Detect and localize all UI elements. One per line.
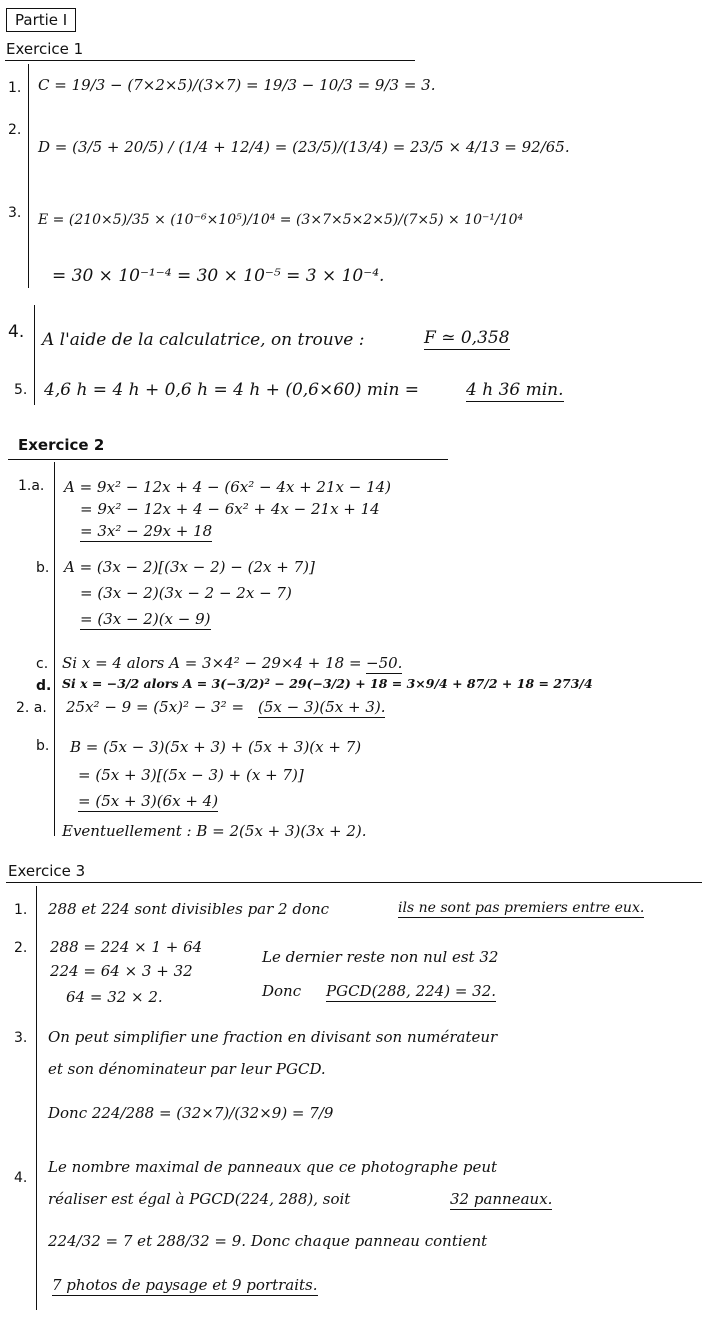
exercise-2-title: Exercice 2 [18,436,105,454]
ex3-q4-line1: Le nombre maximal de panneaux que ce photographe peut [48,1158,498,1176]
exercise-3-title: Exercice 3 [8,862,86,880]
ex2-q2b-line3: = (5x + 3)(6x + 4) [78,792,219,810]
q-number: 3. [14,1030,28,1046]
ex2-q1c-result: −50. [366,654,403,672]
ex3-q4-line4: 7 photos de paysage et 9 portraits. [52,1276,318,1294]
ex2-q2b-line2: = (5x + 3)[(5x − 3) + (x + 7)] [78,766,304,784]
ex3-q2-line3: 64 = 32 × 2. [66,988,163,1006]
margin-line [36,886,37,1310]
q-number: 1. [8,80,22,96]
margin-line [34,305,35,405]
margin-line [54,462,55,836]
ex3-q3-line3: Donc 224/288 = (32×7)/(32×9) = 7/9 [48,1104,334,1122]
ex1-q1-answer: C = 19/3 − (7×2×5)/(3×7) = 19/3 − 10/3 = 9/3 = 3. [38,76,436,94]
q-number: b. [36,560,50,576]
ex3-q2-right2: Donc [262,982,302,1000]
ex3-q3-line1: On peut simplifier une fraction en divisant son numérateur [48,1028,498,1046]
ex3-q2-right1: Le dernier reste non nul est 32 [262,948,499,966]
ex1-q5-result: 4 h 36 min. [466,380,564,400]
ex2-q1b-line1: A = (3x − 2)[(3x − 2) − (2x + 7)] [64,558,315,576]
ex1-q4-text: A l'aide de la calculatrice, on trouve : [42,330,365,350]
q-number: 5. [14,382,28,398]
ex3-q1-text: 288 et 224 sont divisibles par 2 donc [48,900,330,918]
ex2-q1a-line1: A = 9x² − 12x + 4 − (6x² − 4x + 21x − 14) [64,478,392,496]
divider [5,60,415,61]
q-number: 1.a. [18,478,45,494]
ex1-q3-line2: = 30 × 10⁻¹⁻⁴ = 30 × 10⁻⁵ = 3 × 10⁻⁴. [52,266,385,286]
q-number: 2. [8,122,22,138]
q-number: 4. [8,322,25,342]
ex1-q3-line1: E = (210×5)/35 × (10⁻⁶×10⁵)/10⁴ = (3×7×5×2×5)/(7×5) × 10⁻¹/10⁴ [38,212,524,228]
q-number: 3. [8,205,22,221]
ex3-q2-line2: 224 = 64 × 3 + 32 [50,962,193,980]
q-number: d. [36,678,52,694]
ex2-q1a-line3: = 3x² − 29x + 18 [80,522,213,540]
q-number: 2. [14,940,28,956]
ex2-q1a-line2: = 9x² − 12x + 4 − 6x² + 4x − 21x + 14 [80,500,380,518]
ex3-q2-line1: 288 = 224 × 1 + 64 [50,938,203,956]
q-number: c. [36,656,49,672]
ex2-q1b-line2: = (3x − 2)(3x − 2 − 2x − 7) [80,584,292,602]
part-label: Partie I [6,8,76,32]
ex2-q1d-text: Si x = −3/2 alors A = 3(−3/2)² − 29(−3/2) + 18 = 3×9/4 + 87/2 + 18 = 273/4 [62,676,593,691]
divider [6,882,702,883]
ex3-q4-line2b: 32 panneaux. [450,1190,553,1208]
q-number: 4. [14,1170,28,1186]
q-number: 2. a. [16,700,47,716]
ex2-q2a-result: (5x − 3)(5x + 3). [258,698,386,716]
exercise-1-title: Exercice 1 [6,40,84,58]
margin-line [28,64,29,288]
q-number: 1. [14,902,28,918]
ex3-q4-line3: 224/32 = 7 et 288/32 = 9. Donc chaque panneau contient [48,1232,488,1250]
ex3-q4-line2a: réaliser est égal à PGCD(224, 288), soit [48,1190,351,1208]
ex1-q4-result: F ≃ 0,358 [424,328,510,348]
ex2-q2b-line4: Eventuellement : B = 2(5x + 3)(3x + 2). [62,822,367,840]
ex2-q1b-line3: = (3x − 2)(x − 9) [80,610,211,628]
ex2-q1c-text: Si x = 4 alors A = 3×4² − 29×4 + 18 = [62,654,362,672]
q-number: b. [36,738,50,754]
ex3-q1-result: ils ne sont pas premiers entre eux. [398,900,645,916]
ex3-q3-line2: et son dénominateur par leur PGCD. [48,1060,326,1078]
ex2-q2b-line1: B = (5x − 3)(5x + 3) + (5x + 3)(x + 7) [70,738,362,756]
ex2-q2a-text: 25x² − 9 = (5x)² − 3² = [66,698,245,716]
divider [8,459,448,460]
ex1-q2-answer: D = (3/5 + 20/5) / (1/4 + 12/4) = (23/5)/(13/4) = 23/5 × 4/13 = 92/65. [38,138,570,156]
ex3-q2-right2b: PGCD(288, 224) = 32. [326,982,497,1000]
ex1-q5-text: 4,6 h = 4 h + 0,6 h = 4 h + (0,6×60) min = [44,380,420,400]
